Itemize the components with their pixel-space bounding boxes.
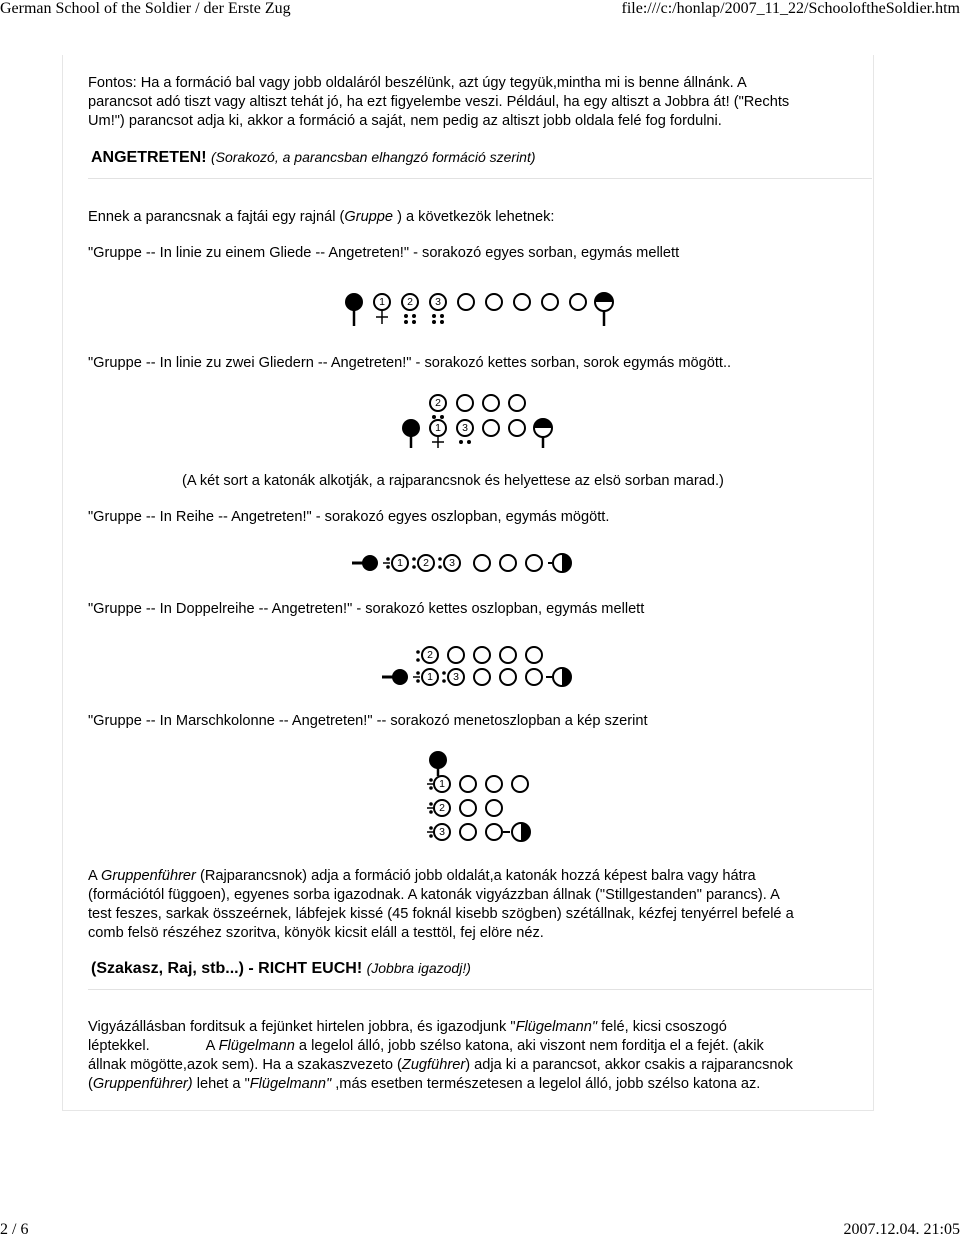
- formation-command: "Gruppe -- In Reihe -- Angetreten!": [88, 509, 312, 525]
- formation-line-3: [88, 508, 609, 527]
- section-heading-angetreten: [91, 149, 536, 167]
- soldier-number: 1: [427, 671, 433, 683]
- zugfuehrer-term: Zugführer: [401, 1057, 466, 1073]
- formation-desc: - sorakozó kettes sorban, sorok egymás mögött..: [411, 355, 732, 371]
- fl-text: ,más esetben természetesen a legelol álló, jobb szélso katona az.: [331, 1076, 761, 1092]
- fluegelmann-term: Flügelmann": [515, 1019, 598, 1035]
- soldier-number: 2: [423, 557, 429, 569]
- fl-text: lehet a ": [192, 1076, 250, 1092]
- leader-symbol: [345, 293, 363, 326]
- print-datetime: 2007.12.04. 21:05: [843, 1221, 960, 1238]
- leader-symbol: [429, 751, 447, 769]
- soldier-number: 3: [453, 671, 459, 683]
- formation-command: "Gruppe -- In linie zu einem Gliede -- Angetreten!": [88, 245, 410, 261]
- formation-line-1: [88, 244, 679, 263]
- command-richt-euch: (Szakasz, Raj, stb...) - RICHT EUCH!: [91, 960, 363, 977]
- deputy-symbol: [595, 293, 613, 326]
- formation-diagram-file-single: [348, 550, 588, 576]
- formation-diagram-line-single: [340, 290, 620, 330]
- fl-text: a legelol álló, jobb szélso katona, aki viszont nem forditja el a fejét. (akik: [294, 1038, 764, 1054]
- formation-command: "Gruppe -- In linie zu zwei Gliedern -- Angetreten!": [88, 355, 412, 371]
- front-rank: [402, 419, 552, 448]
- fluegelmann-term: Flügelmann": [249, 1076, 332, 1092]
- gf-line-2: (formációtól függoen), egyenes sorba igazodnak. A katonák vigyázzban állnak ("Stillgestanden" parancs). A: [88, 887, 780, 903]
- leader-symbol: [392, 669, 408, 685]
- gf-line-3: test feszes, sarkak összeérnek, lábfejek kissé (45 foknál kisebb szögben) szétállnak, kézfej tenyérrel befelé a: [88, 906, 794, 922]
- formation-desc: - sorakozó egyes oszlopban, egymás mögött.: [311, 509, 610, 525]
- gf-line-1: [88, 867, 794, 886]
- soldier-number: 1: [435, 422, 441, 434]
- gf-text: A: [88, 868, 101, 884]
- two-rank-note: (A két sort a katonák alkotják, a rajparancsnok és helyettese az elsö sorban marad.): [182, 473, 724, 489]
- formation-diagram-file-double: [378, 643, 578, 691]
- leader-symbol: [362, 555, 378, 571]
- fluegelmann-term: Flügelmann: [218, 1038, 295, 1054]
- gruppenfuehrer-term: Gruppenführer): [92, 1076, 193, 1092]
- soldier-circle: [458, 294, 474, 310]
- fl-text: Vigyázállásban forditsuk a fejünket hirtelen jobbra, és igazodjunk ": [88, 1019, 516, 1035]
- intro-line-1: Fontos: Ha a formáció bal vagy jobb oldaláról beszélünk, azt úgy tegyük,mintha mi is benne állnánk. A: [88, 75, 747, 91]
- gf-line-4: comb felsö részéhez szoritva, könyök kicsit eláll a testtöl, fej elöre néz.: [88, 925, 544, 941]
- page-number: 2 / 6: [0, 1221, 29, 1238]
- soldier-number: 1: [379, 296, 385, 308]
- command-richt-euch-note: (Jobbra igazodj!): [366, 960, 471, 976]
- formation-diagram-march-column: [420, 748, 550, 848]
- soldier-number: 3: [449, 557, 455, 569]
- formation-line-2: [88, 354, 731, 373]
- formation-desc: - sorakozó kettes oszlopban, egymás mellett: [352, 601, 645, 617]
- soldier-number: 1: [439, 778, 445, 790]
- gruppe-term: Gruppe: [344, 209, 394, 225]
- gruppenfuehrer-term: Gruppenführer: [100, 868, 196, 884]
- browser-print-title: German School of the Soldier / der Erste Zug: [0, 0, 291, 17]
- soldier-1: [374, 294, 390, 324]
- fl-text: ) adja ki a parancsot, akkor csakis a rajparancsnok: [465, 1057, 793, 1073]
- fl-line-3: [88, 1056, 793, 1075]
- fl-line-2: [88, 1037, 793, 1056]
- soldier-number: 3: [462, 422, 468, 434]
- soldier-circle: [570, 294, 586, 310]
- formation-line-5: [88, 712, 648, 731]
- browser-print-path: file:///c:/honlap/2007_11_22/SchooloftheSoldier.htm: [621, 0, 960, 17]
- soldier-number: 2: [435, 397, 441, 409]
- intro-line-2: parancsot adó tiszt vagy altiszt tehát jó, ha ezt figyelembe veszi. Például, ha egy altiszt a Jobbra át! ("Rechts: [88, 94, 790, 110]
- fl-text: állnak mögötte,azok sem). Ha a szakaszvezeto (: [88, 1057, 402, 1073]
- formation-desc: -- sorakozó menetoszlopban a kép szerint: [372, 713, 648, 729]
- soldier-3: [430, 294, 446, 324]
- fl-text: léptekkel. A: [88, 1038, 219, 1054]
- soldier-number: 2: [427, 649, 433, 661]
- soldier-number: 1: [397, 557, 403, 569]
- divider: [88, 178, 872, 179]
- formation-diagram-line-double: [398, 390, 558, 450]
- soldier-2: [402, 294, 418, 324]
- intro-line-3: Um!") parancsot adja ki, akkor a formáció a saját, nem pedig az altiszt jobb oldala felé fog fordulni.: [88, 113, 722, 129]
- gruppe-intro-post: ) a következök lehetnek:: [393, 209, 555, 225]
- soldier-circle: [542, 294, 558, 310]
- fl-line-1: [88, 1018, 793, 1037]
- gf-text: (Rajparancsnok) adja a formáció jobb oldalát,a katonák hozzá képest balra vagy hátra: [195, 868, 756, 884]
- command-angetreten-note: (Sorakozó, a parancsban elhangzó formáció szerint): [211, 149, 536, 165]
- section-heading-richt-euch: [91, 960, 471, 978]
- soldier-number: 3: [439, 826, 445, 838]
- formation-desc: - sorakozó egyes sorban, egymás mellett: [409, 245, 680, 261]
- command-angetreten: ANGETRETEN!: [91, 149, 207, 166]
- gruppe-intro: [88, 208, 554, 227]
- soldier-number: 2: [439, 802, 445, 814]
- formation-line-4: [88, 600, 644, 619]
- gruppe-intro-pre: Ennek a parancsnak a fajtái egy rajnál (: [88, 209, 345, 225]
- divider: [88, 989, 872, 990]
- fluegelmann-paragraph: [88, 1018, 793, 1094]
- formation-command: "Gruppe -- In Marschkolonne -- Angetreten!": [88, 713, 373, 729]
- soldier-number: 2: [407, 296, 413, 308]
- rear-rank: [430, 395, 525, 419]
- soldier-circle: [486, 294, 502, 310]
- fl-text: (: [88, 1076, 93, 1092]
- soldier-number: 3: [435, 296, 441, 308]
- gruppenfuehrer-paragraph: [88, 867, 794, 943]
- fl-text: felé, kicsi csoszogó: [597, 1019, 727, 1035]
- formation-command: "Gruppe -- In Doppelreihe -- Angetreten!": [88, 601, 353, 617]
- fl-line-4: [88, 1075, 793, 1094]
- soldier-circle: [514, 294, 530, 310]
